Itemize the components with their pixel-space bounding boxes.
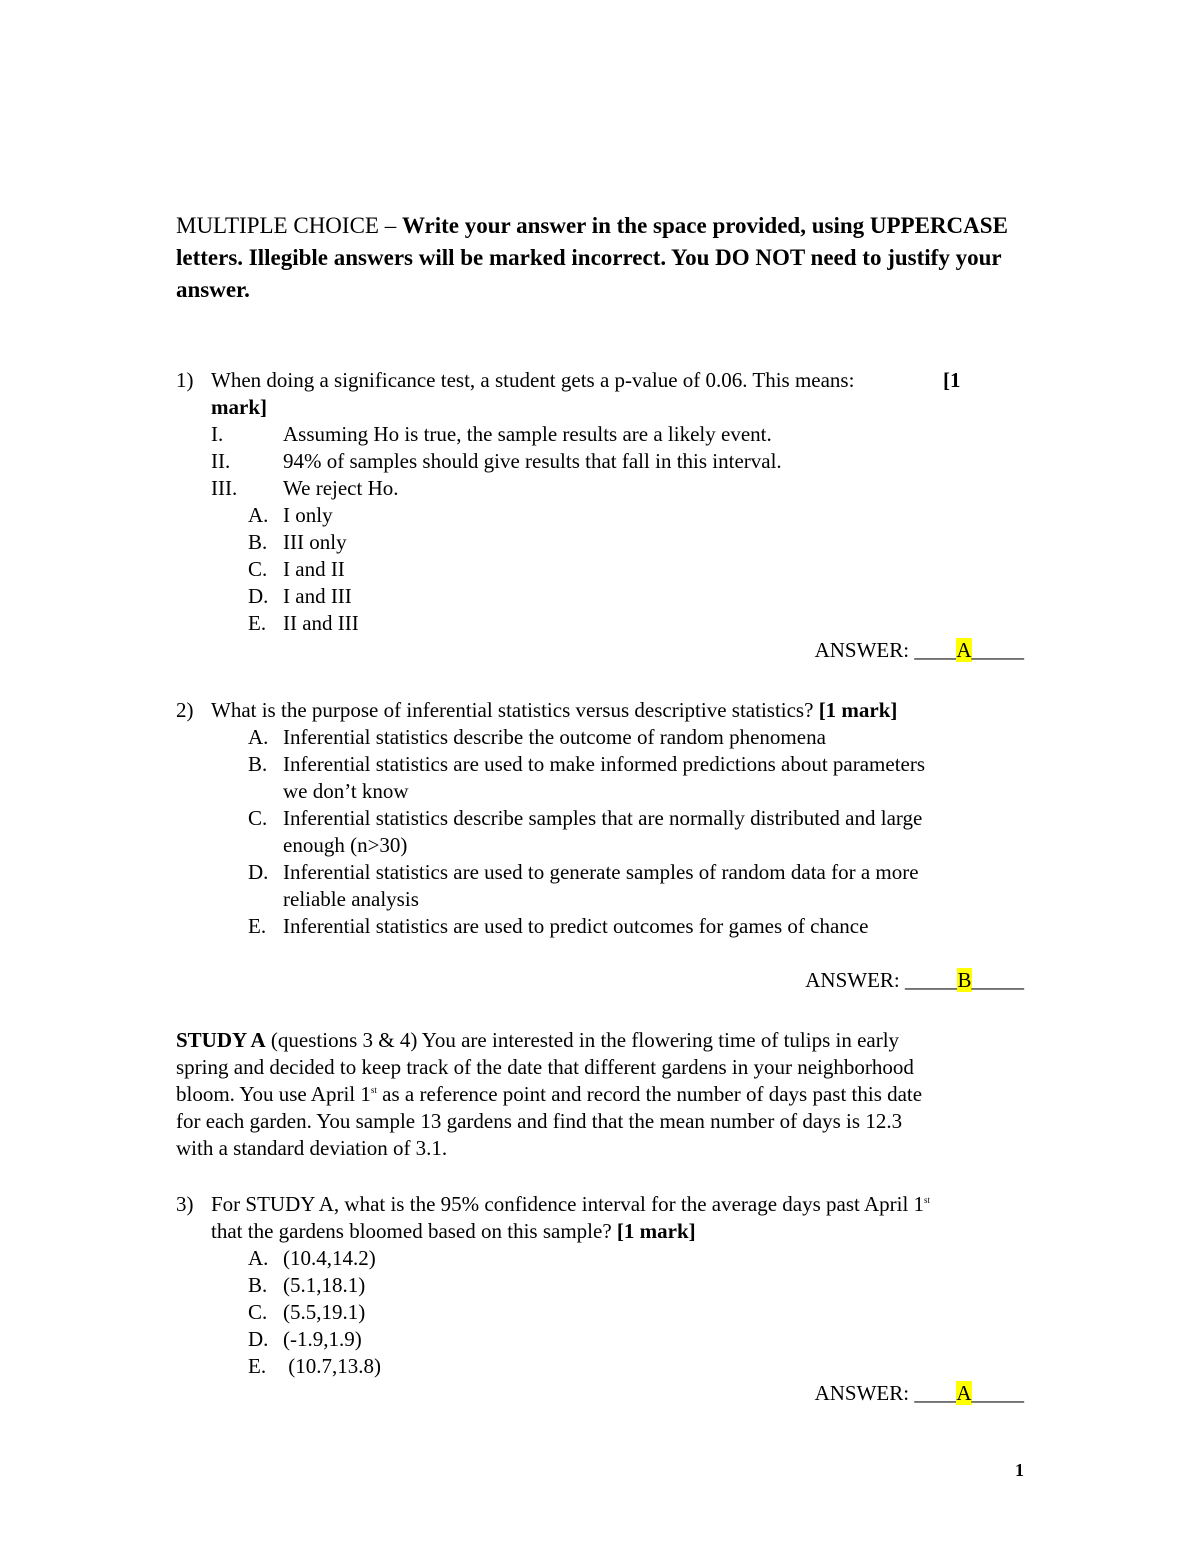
statement-number: III.: [211, 476, 238, 500]
statement-text: Assuming Ho is true, the sample results are a likely event.: [283, 422, 772, 446]
option-letter: C.: [248, 806, 268, 830]
option-text: Inferential statistics describe the outcome of random phenomena: [283, 725, 826, 749]
answer-blank: ____: [914, 1381, 957, 1405]
question-mark-continued: mark]: [211, 395, 267, 419]
option-text: Inferential statistics are used to generate samples of random data for a more: [283, 860, 919, 884]
option-text: III only: [283, 530, 347, 554]
answer-line[interactable]: [815, 1380, 1024, 1407]
answer-label: ANSWER:: [814, 638, 915, 662]
statement-number: I.: [211, 422, 224, 446]
option-letter: C.: [248, 557, 268, 581]
option-text: (5.5,19.1): [283, 1300, 366, 1324]
option-text: Inferential statistics are used to predict outcomes for games of chance: [283, 914, 869, 938]
option-text: Inferential statistics describe samples that are normally distributed and large: [283, 806, 923, 830]
study-line: [176, 1081, 922, 1108]
question-stem-text: For STUDY A, what is the 95% confidence interval for the average days past April 1: [211, 1192, 925, 1216]
answer-value: A: [956, 1381, 972, 1405]
instructions-title: MULTIPLE CHOICE –: [176, 213, 402, 238]
statement-number: II.: [211, 449, 231, 473]
option-letter: D.: [248, 860, 269, 884]
study-text: bloom. You use April 1: [176, 1082, 371, 1106]
option-letter: B.: [248, 530, 268, 554]
answer-value: B: [957, 968, 972, 992]
ordinal-suffix: st: [924, 1195, 931, 1205]
question-stem: When doing a significance test, a student gets a p-value of 0.06. This means:: [211, 368, 855, 392]
study-line: with a standard deviation of 3.1.: [176, 1136, 448, 1160]
option-text-continued: reliable analysis: [283, 887, 419, 911]
study-text: as a reference point and record the number of days past this date: [376, 1082, 923, 1106]
statement-text: 94% of samples should give results that fall in this interval.: [283, 449, 782, 473]
option-text: II and III: [283, 611, 359, 635]
question-number: 2): [176, 698, 194, 722]
option-text: (5.1,18.1): [283, 1273, 366, 1297]
instructions-header: [176, 210, 1056, 306]
answer-blank: _____: [971, 638, 1024, 662]
option-letter: B.: [248, 1273, 268, 1297]
option-letter: E.: [248, 611, 267, 635]
option-text-continued: we don’t know: [283, 779, 409, 803]
question-stem: [211, 697, 897, 724]
study-line: for each garden. You sample 13 gardens and find that the mean number of days is 12.3: [176, 1109, 903, 1133]
option-letter: D.: [248, 1327, 269, 1351]
question-mark: [1 mark]: [818, 698, 898, 722]
option-text: I and III: [283, 584, 352, 608]
option-text: I only: [283, 503, 333, 527]
answer-label: ANSWER:: [814, 1381, 915, 1405]
option-letter: B.: [248, 752, 268, 776]
answer-blank: _____: [904, 968, 958, 992]
question-number: 1): [176, 368, 194, 392]
answer-blank: _____: [971, 1381, 1024, 1405]
question-mark: [1: [943, 368, 961, 392]
option-text: (10.4,14.2): [283, 1246, 376, 1270]
answer-blank: _____: [971, 968, 1024, 992]
study-line: [176, 1027, 899, 1054]
answer-line[interactable]: [805, 967, 1024, 994]
study-text: (questions 3 & 4) You are interested in the flowering time of tulips in early: [265, 1028, 900, 1052]
option-letter: E.: [248, 914, 267, 938]
study-line: spring and decided to keep track of the date that different gardens in your neighborhood: [176, 1055, 914, 1079]
answer-label: ANSWER:: [805, 968, 905, 992]
ordinal-suffix: st: [370, 1085, 377, 1095]
answer-line[interactable]: [815, 637, 1024, 664]
option-text: Inferential statistics are used to make informed predictions about parameters: [283, 752, 926, 776]
option-letter: D.: [248, 584, 269, 608]
option-text: I and II: [283, 557, 345, 581]
option-letter: C.: [248, 1300, 268, 1324]
question-stem-continued: [211, 1218, 696, 1245]
option-text: (10.7,13.8): [283, 1354, 381, 1378]
option-text-continued: enough (n>30): [283, 833, 408, 857]
statement-text: We reject Ho.: [283, 476, 399, 500]
question-stem-text: that the gardens bloomed based on this sample?: [211, 1219, 617, 1243]
question-stem: [211, 1191, 930, 1218]
option-letter: A.: [248, 1246, 269, 1270]
question-number: 3): [176, 1192, 194, 1216]
option-letter: A.: [248, 503, 269, 527]
question-mark: [1 mark]: [616, 1219, 696, 1243]
option-letter: E.: [248, 1354, 267, 1378]
option-text: (-1.9,1.9): [283, 1327, 362, 1351]
question-stem-text: What is the purpose of inferential statistics versus descriptive statistics?: [211, 698, 819, 722]
answer-value: A: [956, 638, 972, 662]
answer-blank: ____: [914, 638, 957, 662]
option-letter: A.: [248, 725, 269, 749]
page-number: 1: [1015, 1460, 1024, 1480]
instructions-body: Write your answer in the space provided, using UPPERCASE letters. Illegible answers will be marked incorrect. You DO NOT need to justify your answer.: [176, 213, 1008, 302]
study-title: STUDY A: [176, 1028, 266, 1052]
